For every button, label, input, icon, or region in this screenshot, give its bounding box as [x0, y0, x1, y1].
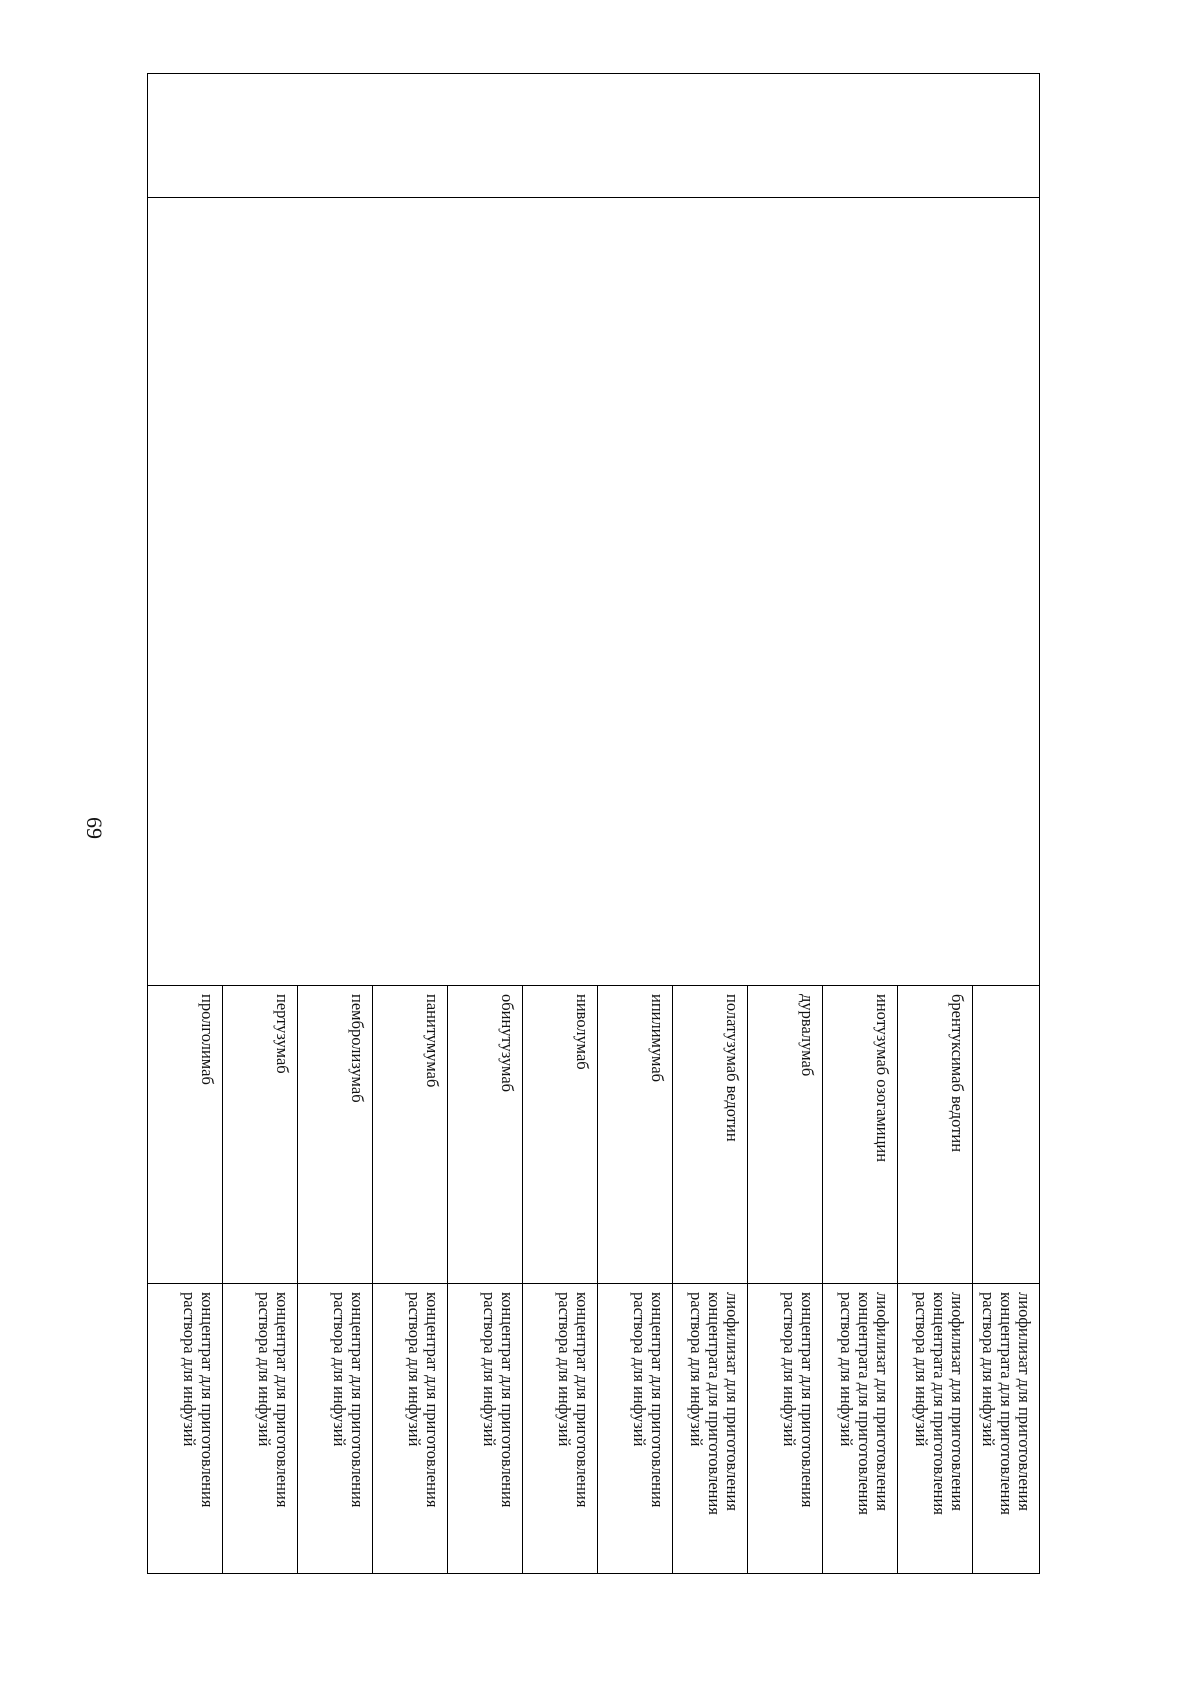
drug-table: [147, 73, 1040, 1574]
drug-name-cell: пембролизумаб: [298, 986, 373, 1284]
drug-name-cell: брентуксимаб ведотин: [898, 986, 973, 1284]
dosage-form-cell: лиофилизат для приготовления концентрата для приготовления раствора для инфузий: [673, 1284, 748, 1574]
group-name-cell: [148, 198, 1040, 986]
drug-name-cell: инотузумаб озогамицин: [823, 986, 898, 1284]
drug-name-cell: обинутузумаб: [448, 986, 523, 1284]
drug-name-cell: пролголимаб: [148, 986, 223, 1284]
dosage-form-cell: концентрат для приготовления раствора для инфузий: [448, 1284, 523, 1574]
group-code-cell: [148, 74, 1040, 198]
dosage-form-cell: концентрат для приготовления раствора для инфузий: [223, 1284, 298, 1574]
drug-name-cell: полатузумаб ведотин: [673, 986, 748, 1284]
page-number: 69: [82, 817, 107, 839]
drug-table-rotated: [172, 73, 1040, 1573]
drug-name-cell: дурвалумаб: [748, 986, 823, 1284]
dosage-form-cell: концентрат для приготовления раствора для инфузий: [148, 1284, 223, 1574]
dosage-form-cell: лиофилизат для приготовления концентрата для приготовления раствора для инфузий: [898, 1284, 973, 1574]
drug-name-cell: [973, 986, 1040, 1284]
drug-name-cell: пертузумаб: [223, 986, 298, 1284]
dosage-form-cell: концентрат для приготовления раствора для инфузий: [523, 1284, 598, 1574]
dosage-form-cell: концентрат для приготовления раствора для инфузий: [748, 1284, 823, 1574]
drug-name-cell: ипилимумаб: [598, 986, 673, 1284]
drug-name-cell: ниволумаб: [523, 986, 598, 1284]
dosage-form-cell: лиофилизат для приготовления концентрата для приготовления раствора для инфузий: [823, 1284, 898, 1574]
drug-name-cell: панитумумаб: [373, 986, 448, 1284]
dosage-form-cell: концентрат для приготовления раствора для инфузий: [373, 1284, 448, 1574]
dosage-form-cell: лиофилизат для приготовления концентрата для приготовления раствора для инфузий: [973, 1284, 1040, 1574]
dosage-form-cell: концентрат для приготовления раствора для инфузий: [298, 1284, 373, 1574]
table-row: [973, 74, 1040, 1574]
dosage-form-cell: концентрат для приготовления раствора для инфузий: [598, 1284, 673, 1574]
